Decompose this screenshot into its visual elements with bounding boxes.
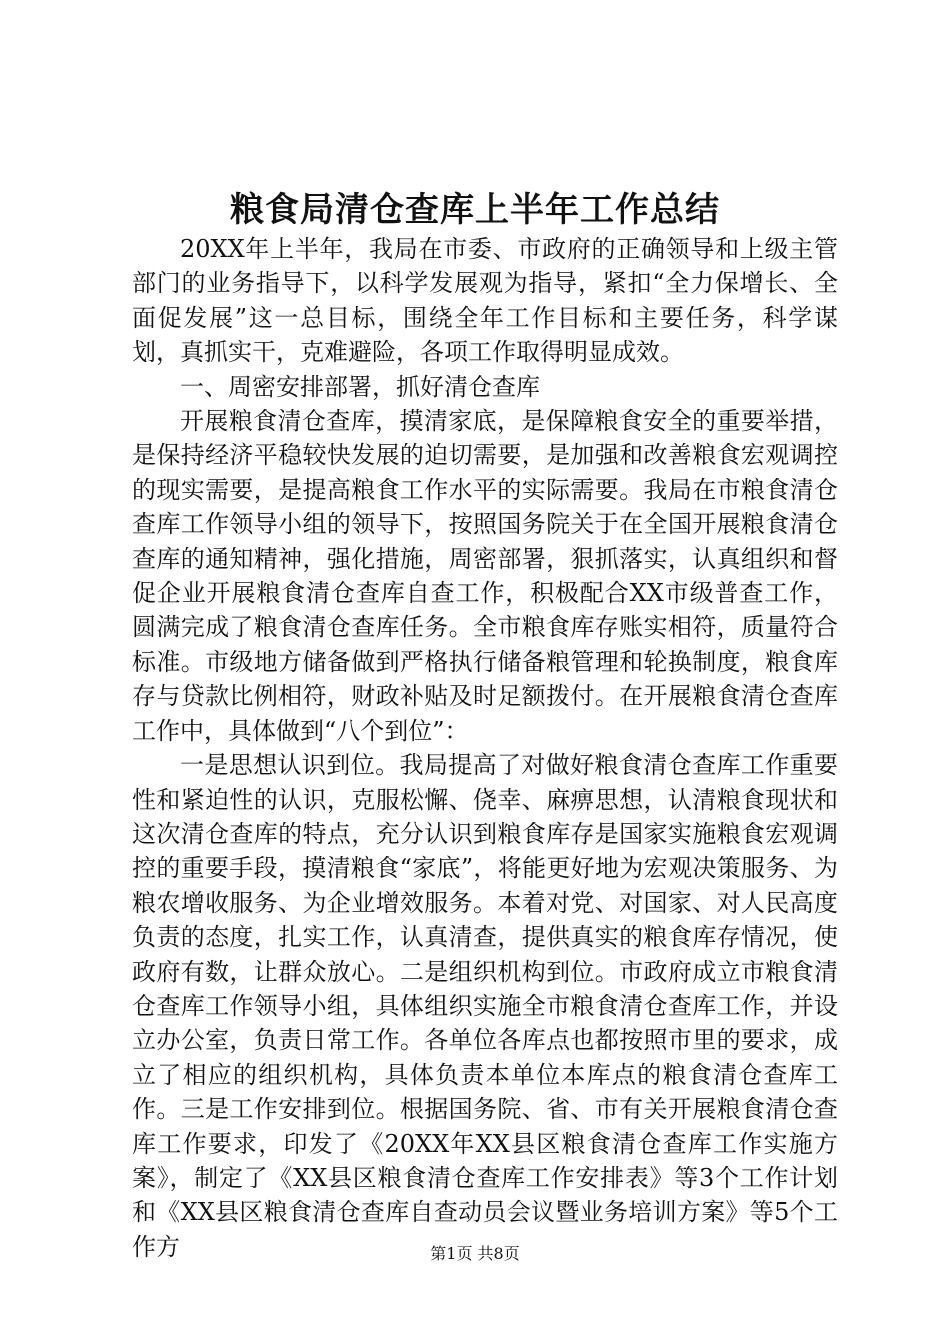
document-body xyxy=(132,232,838,1264)
section-heading: 一、周密安排部署，抓好清仓查库 xyxy=(180,372,540,401)
body-paragraph: 开展粮食清仓查库，摸清家底，是保障粮食安全的重要举措，是保持经济平稳较快发展的迫切需要，是加强和改善粮食宏观调控的现实需要，是提高粮食工作水平的实际需要。我局在市粮食清仓查库工作领导小组的领导下，按照国务院关于在全国开展粮食清仓查库的通知精神，强化措施，周密部署，狠抓落实，认真组织和督促企业开展粮食清仓查库自查工作，积极配合XX市级普查工作，圆满完成了粮食清仓查库任务。全市粮食库存账实相符，质量符合标准。市级地方储备做到严格执行储备粮管理和轮换制度，粮食库存与贷款比例相符，财政补贴及时足额拨付。在开展粮食清仓查库工作中，具体做到“八个到位”： xyxy=(132,407,838,745)
body-paragraph: 一是思想认识到位。我局提高了对做好粮食清仓查库工作重要性和紧迫性的认识，克服松懈、侥幸、麻痹思想，认清粮食现状和这次清仓查库的特点，充分认识到粮食库存是国家实施粮食宏观调控的重要手段，摸清粮食“家底”，将能更好地为宏观决策服务、为粮农增收服务、为企业增效服务。本着对党、对国家、对人民高度负责的态度，扎实工作，认真清查，提供真实的粮食库存情况，使政府有数，让群众放心。二是组织机构到位。市政府成立市粮食清仓查库工作领导小组，具体组织实施全市粮食清仓查库工作，并设立办公室，负责日常工作。各单位各库点也都按照市里的要求，成立了相应的组织机构，具体负责本单位本库点的粮食清仓查库工作。三是工作安排到位。根据国务院、省、市有关开展粮食清仓查库工作要求，印发了《20XX年XX县区粮食清仓查库工作实施方案》，制定了《XX县区粮食清仓查库工作安排表》等3个工作计划和《XX县区粮食清仓查库自查动员会议暨业务培训方案》等5个工作方 xyxy=(132,751,838,1261)
document-title: 粮食局清仓查库上半年工作总结 xyxy=(230,190,720,230)
intro-paragraph: 20XX年上半年，我局在市委、市政府的正确领导和上级主管部门的业务指导下，以科学发展观为指导，紧扣“全力保增长、全面促发展”这一总目标，围绕全年工作目标和主要任务，科学谋划，真抓实干，克难避险，各项工作取得明显成效。 xyxy=(132,235,838,367)
page-footer: 第1页 共8页 xyxy=(430,1244,520,1263)
